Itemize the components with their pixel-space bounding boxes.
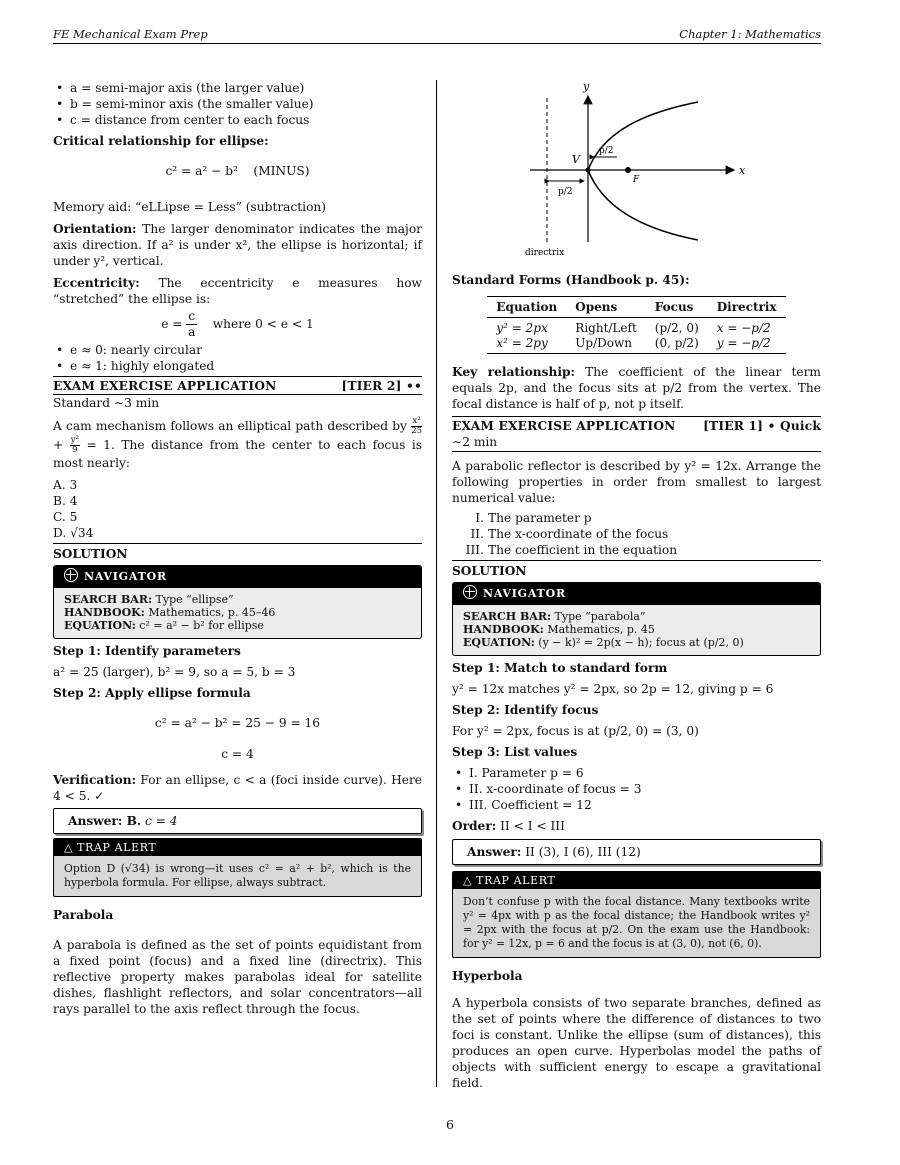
list-item: • a = semi-major axis (the larger value) <box>53 80 422 96</box>
navigator-label: HANDBOOK: <box>463 623 544 636</box>
navigator-body <box>453 605 820 655</box>
step1-text: y² = 12x matches y² = 2px, so 2p = 12, giving p = 6 <box>452 682 774 696</box>
ellipse-relation-equation: c² = a² − b² (MINUS) <box>165 164 310 178</box>
eccentricity-list <box>53 342 422 374</box>
step3-heading: Step 3: List values <box>452 745 578 759</box>
navigator-text: (y − k)² = 2p(x − h); focus at (p/2, 0) <box>538 636 744 649</box>
left-column <box>53 80 422 1017</box>
navigator-text: c² = a² − b² for ellipse <box>139 619 264 632</box>
navigator-label: EQUATION: <box>64 619 136 632</box>
table-cell: x² = 2py <box>487 336 566 354</box>
order-line <box>452 818 821 834</box>
answer-box <box>452 839 821 865</box>
eccentricity-lhs: e = <box>161 317 183 331</box>
list-item: • c = distance from center to each focus <box>53 112 422 128</box>
properties-list <box>452 510 821 558</box>
column-header: Opens <box>566 297 645 318</box>
list-item <box>452 510 821 526</box>
plus-sign: + <box>53 438 64 452</box>
solution-heading: SOLUTION <box>53 543 422 562</box>
roman-numeral: III. <box>465 543 484 557</box>
column-header: Directrix <box>708 297 786 318</box>
table-cell: x = −p/2 <box>716 321 771 335</box>
trap-alert-bar: △ TRAP ALERT <box>54 839 421 856</box>
navigator-bar <box>453 583 820 605</box>
navigator-label: EQUATION: <box>463 636 535 649</box>
navigator-box <box>53 565 422 639</box>
navigator-text: Type “parabola” <box>554 610 646 623</box>
list-item-text: The parameter p <box>488 511 592 525</box>
list-item: • I. Parameter p = 6 <box>452 765 821 781</box>
list-item <box>452 526 821 542</box>
fraction-denominator: a <box>188 325 196 339</box>
step2-heading: Step 2: Apply ellipse formula <box>53 686 251 700</box>
directrix-label: directrix <box>525 248 565 258</box>
navigator-label: SEARCH BAR: <box>463 610 552 623</box>
fraction-denominator: 9 <box>72 445 78 455</box>
navigator-title: NAVIGATOR <box>483 587 566 600</box>
orientation-text: The larger denominator indicates the major axis direction. If a² is under x², the ellipse is horizontal; if under y², vertical. <box>53 222 423 268</box>
navigator-plus-icon <box>64 568 78 582</box>
key-relationship-label: Key relationship: <box>452 365 576 379</box>
table-cell: (p/2, 0) <box>654 321 699 335</box>
navigator-text: Type “ellipse” <box>155 593 234 606</box>
roman-numeral: I. <box>475 511 484 525</box>
vertex-point <box>586 168 591 173</box>
fraction-y <box>70 436 80 455</box>
eccentricity-equation <box>53 309 422 340</box>
eccentricity-text: The eccentricity e measures how “stretched” the ellipse is: <box>53 276 422 306</box>
navigator-plus-icon <box>463 585 477 599</box>
table-cell: (0, p/2) <box>646 336 708 354</box>
right-column <box>452 80 821 1091</box>
column-header: Equation <box>487 297 566 318</box>
table-row <box>487 318 785 337</box>
navigator-line <box>64 619 411 632</box>
fraction-numerator: x² <box>412 416 421 426</box>
key-relationship-paragraph <box>452 364 821 412</box>
half-p-bottom-label: p/2 <box>558 187 573 197</box>
exercise-title: EXAM EXERCISE APPLICATION <box>452 419 676 433</box>
fraction-numerator: c <box>188 309 196 323</box>
list-item-text: The x-coordinate of the focus <box>488 527 669 541</box>
eccentricity-paragraph <box>53 275 422 307</box>
exercise-heading <box>452 416 821 434</box>
table-cell: y² = 2px <box>496 321 548 335</box>
navigator-line <box>463 610 810 623</box>
solution-heading: SOLUTION <box>452 560 821 579</box>
key-relationship-text: The coefficient of the linear term equals 2p, and the focus sits at p/2 from the vertex. The focal distance is half of p, not p itself. <box>452 365 821 411</box>
navigator-label: HANDBOOK: <box>64 606 145 619</box>
list-item: • e ≈ 1: highly elongated <box>53 358 422 374</box>
choice-c[interactable]: C. 5 <box>53 510 78 524</box>
verification-label: Verification: <box>53 773 137 787</box>
step3-list <box>452 765 821 813</box>
trap-alert-box <box>452 871 821 958</box>
y-axis-label: y <box>583 80 590 93</box>
choice-d[interactable]: D. √34 <box>53 526 94 540</box>
choice-a[interactable]: A. 3 <box>53 478 78 492</box>
answer-choices <box>53 477 422 541</box>
critical-relationship-heading: Critical relationship for ellipse: <box>53 134 269 148</box>
step1-heading: Step 1: Match to standard form <box>452 661 668 675</box>
vertex-label: V <box>572 153 580 166</box>
hyperbola-heading: Hyperbola <box>452 969 523 983</box>
list-item <box>452 542 821 558</box>
orientation-label: Orientation: <box>53 222 137 236</box>
eccentricity-range: where 0 < e < 1 <box>212 317 314 331</box>
navigator-line <box>64 606 411 619</box>
list-item: • b = semi-minor axis (the smaller value) <box>53 96 422 112</box>
eccentricity-label: Eccentricity: <box>53 276 140 290</box>
answer-value: c = 4 <box>145 814 178 828</box>
step2-equation-2: c = 4 <box>221 747 254 761</box>
exercise-problem <box>53 417 422 471</box>
column-header: Focus <box>646 297 708 318</box>
parabola-figure <box>452 80 821 266</box>
exercise-tier: [TIER 1] • Quick <box>703 419 821 433</box>
verification-paragraph <box>53 772 422 804</box>
memory-aid: Memory aid: “eLLipse = Less” (subtraction) <box>53 200 327 214</box>
focus-point <box>625 167 631 173</box>
exercise-heading <box>53 376 422 395</box>
order-text: II < I < III <box>500 819 565 833</box>
roman-numeral: II. <box>470 527 484 541</box>
eccentricity-fraction <box>186 309 197 340</box>
navigator-line <box>64 593 411 606</box>
hyperbola-paragraph: A hyperbola consists of two separate branches, defined as the set of points where the difference of distances to two foci is constant. Unlike the ellipse (sum of distances), this produces an open curve. Hyperbolas model the paths of objects with sufficient energy to escape a gravitational field. <box>452 996 821 1090</box>
list-item: • e ≈ 0: nearly circular <box>53 342 422 358</box>
ellipse-definitions-list <box>53 80 422 128</box>
trap-alert-text: Don’t confuse p with the focal distance. Many textbooks write y² = 4px with p as the focal distance; the Handbook writes y² = 2px with the focus at p/2. On the exam use the Handbook: for y² = 12x, p = 6 and the focus is at (3, 0), not (6, 0). <box>463 895 810 950</box>
parabola-paragraph: A parabola is defined as the set of points equidistant from a fixed point (focus) and a fixed line (directrix). This reflective property makes parabolas ideal for satellite dishes, flashlight reflectors, and solar concentrators—all rays parallel to the axis reflect through the focus. <box>53 938 422 1016</box>
navigator-box <box>452 582 821 656</box>
navigator-body <box>54 588 421 638</box>
step2-text: For y² = 2px, focus is at (p/2, 0) = (3, 0) <box>452 724 699 738</box>
half-p-top-label: p/2 <box>599 146 614 156</box>
problem-text-b: = 1. The distance from the center to each focus is most nearly: <box>53 438 423 470</box>
table-cell: y = −p/2 <box>708 336 786 354</box>
parabola-upper-branch <box>588 102 698 170</box>
list-item: • II. x-coordinate of focus = 3 <box>452 781 821 797</box>
step2-heading: Step 2: Identify focus <box>452 703 599 717</box>
table-row <box>487 336 785 354</box>
parabola-lower-branch <box>588 170 698 240</box>
answer-label: Answer: B. <box>68 814 142 828</box>
trap-alert-bar: △ TRAP ALERT <box>453 872 820 889</box>
exercise-time: ∼2 min <box>452 434 821 452</box>
exercise-problem: A parabolic reflector is described by y² = 12x. Arrange the following properties in order from smallest to largest numerical value: <box>452 459 821 505</box>
answer-label: Answer: <box>467 845 522 859</box>
order-label: Order: <box>452 819 497 833</box>
exercise-tier: [TIER 2] •• <box>341 379 422 393</box>
step1-heading: Step 1: Identify parameters <box>53 644 241 658</box>
fraction-denominator: 25 <box>411 426 423 436</box>
running-header <box>53 25 821 44</box>
standard-forms-table <box>487 296 785 354</box>
x-axis-label: x <box>739 164 746 177</box>
list-item-text: The coefficient in the equation <box>488 543 678 557</box>
navigator-bar <box>54 566 421 588</box>
trap-alert-text: Option D (√34) is wrong—it uses c² = a² + b², which is the hyperbola formula. For ellipse, always subtract. <box>64 862 411 889</box>
table-cell: Right/Left <box>575 321 637 335</box>
table-header-row <box>487 297 785 318</box>
step2-equation-1: c² = a² − b² = 25 − 9 = 16 <box>154 716 321 730</box>
focus-label: F <box>633 175 640 185</box>
header-chapter-title: Chapter 1: Mathematics <box>679 27 821 41</box>
table-cell: Up/Down <box>566 336 645 354</box>
navigator-label: SEARCH BAR: <box>64 593 153 606</box>
trap-alert-box <box>53 838 422 897</box>
column-divider <box>436 80 437 1087</box>
answer-box <box>53 808 422 834</box>
fraction-x <box>411 417 422 436</box>
list-item: • III. Coefficient = 12 <box>452 797 821 813</box>
problem-text-a: A cam mechanism follows an elliptical path described by <box>53 419 407 433</box>
choice-b[interactable]: B. 4 <box>53 494 78 508</box>
standard-forms-heading: Standard Forms (Handbook p. 45): <box>452 273 690 287</box>
orientation-paragraph <box>53 221 422 269</box>
header-book-title: FE Mechanical Exam Prep <box>53 27 208 41</box>
navigator-title: NAVIGATOR <box>84 570 167 583</box>
navigator-text: Mathematics, p. 45 <box>547 623 655 636</box>
parabola-heading: Parabola <box>53 908 114 922</box>
exercise-time: Standard ∼3 min <box>53 396 160 410</box>
navigator-line <box>463 623 810 636</box>
step1-text: a² = 25 (larger), b² = 9, so a = 5, b = 3 <box>53 665 296 679</box>
answer-value: II (3), I (6), III (12) <box>525 845 641 859</box>
parabola-diagram <box>452 80 821 266</box>
exercise-title: EXAM EXERCISE APPLICATION <box>53 379 277 393</box>
fraction-numerator: y² <box>70 435 79 445</box>
navigator-text: Mathematics, p. 45–46 <box>148 606 276 619</box>
page-number: 6 <box>446 1117 454 1132</box>
verification-text: For an ellipse, c < a (foci inside curve). Here 4 < 5. ✓ <box>53 773 423 803</box>
navigator-line <box>463 636 810 649</box>
